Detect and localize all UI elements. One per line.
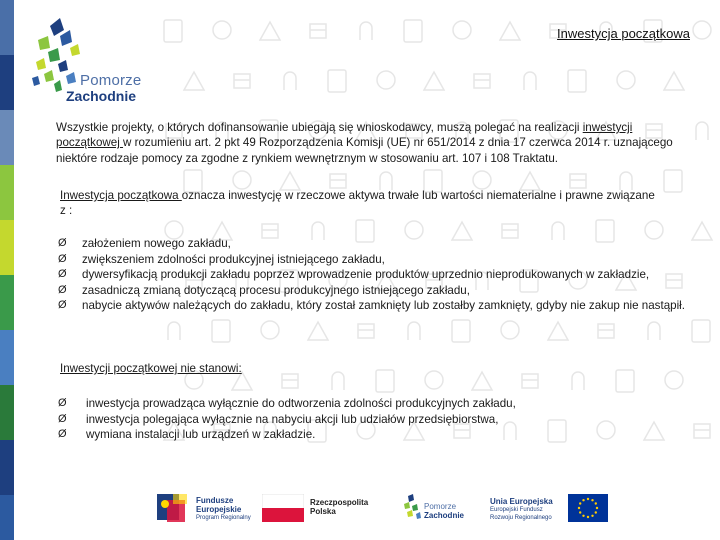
eu-star-icon: [579, 511, 581, 513]
intro-text-after: w rozumieniu art. 2 pkt 49 Rozporządzenia Komisji (UE) nr 651/2014 z dnia 17 czerwca 2014 r. uznającego niektóre rodzaje pomocy za zgodne z rynkiem wewnętrznym w stosowaniu art. 107 i 108 Traktatu.: [56, 136, 673, 165]
logo-text-pomorze: Pomorze: [80, 72, 142, 89]
rp-text: Rzeczpospolita Polska: [310, 498, 369, 516]
page-title: Inwestycja początkowa: [557, 26, 690, 41]
background-pattern-icon: [424, 72, 444, 90]
definition-text: oznacza inwestycję w rzeczowe aktywa trwałe lub wartości niematerialne i prawne związane z :: [60, 189, 655, 218]
background-pattern-icon: [453, 21, 471, 39]
eu-star-icon: [579, 502, 581, 504]
logo-mark-icon: [32, 18, 80, 92]
background-pattern-icon: [572, 372, 584, 390]
exclusions-heading: Inwestycji początkowej nie stanowi:: [60, 362, 242, 375]
footer-logos: [0, 478, 720, 540]
eu-star-icon: [596, 507, 598, 509]
background-pattern-icon: [473, 171, 491, 189]
background-pattern-icon: [648, 322, 660, 340]
list-item: Ø dywersyfikacją produkcji zakładu poprzez wprowadzenie produktów uprzednio nieprodukowanych w zakładzie,: [58, 268, 650, 282]
background-pattern-icon: [570, 174, 586, 188]
background-pattern-icon: [665, 371, 683, 389]
eu-flag-icon: [568, 494, 608, 522]
background-pattern-icon: [692, 320, 710, 342]
definition-paragraph: [60, 188, 660, 219]
background-pattern-icon: [617, 71, 635, 89]
background-pattern-icon: [328, 70, 346, 92]
list-item: Ø zwiększeniem zdolności produkcyjnej istniejącego zakładu,: [58, 252, 385, 266]
background-pattern-icon: [425, 371, 443, 389]
intro-link-inwestycji: inwestycji początkowej: [56, 121, 633, 150]
background-pattern-icon: [184, 72, 204, 90]
eu-star-icon: [595, 502, 597, 504]
ue-text: Unia Europejska Europejski Fundusz Rozwoju Regionalnego: [490, 497, 553, 521]
background-pattern-icon: [692, 222, 712, 240]
background-pattern-icon: [452, 320, 470, 342]
background-pattern-icon: [598, 324, 614, 338]
list-item: Ø wymiana instalacji lub urządzeń w zakładzie.: [58, 428, 316, 442]
eu-star-icon: [587, 516, 589, 518]
background-pattern-icon: [261, 321, 279, 339]
background-pattern-icon: [360, 22, 372, 40]
fundusze-europejskie-logo-icon: [155, 492, 195, 526]
background-pattern-icon: [282, 374, 298, 388]
background-pattern-icon: [548, 322, 568, 340]
background-pattern-icon: [474, 74, 490, 88]
logo-text-zachodnie: Zachodnie: [66, 88, 137, 104]
background-pattern-icon: [234, 74, 250, 88]
arrow-bullet-icon: Ø: [58, 252, 67, 265]
pomorze-zachodnie-small-logo-icon: [402, 494, 424, 522]
list-item: Ø założeniem nowego zakładu,: [58, 237, 231, 250]
list-item: Ø inwestycja polegająca wyłącznie na nabyciu akcji lub udziałów przedsiębiorstwa,: [58, 412, 499, 426]
background-pattern-icon: [408, 322, 420, 340]
eu-star-icon: [578, 507, 580, 509]
background-pattern-icon: [664, 170, 682, 192]
definition-term: Inwestycja początkowa: [60, 189, 182, 202]
list-item: Ø inwestycja prowadząca wyłącznie do odtworzenia zdolności produkcyjnych zakładu,: [58, 397, 516, 410]
list-item: Ø nabycie aktywów należących do zakładu, który został zamknięty lub zostałby zamknięty, gdyby nie zakup nie nastąpił.: [58, 299, 685, 313]
background-pattern-icon: [213, 21, 231, 39]
background-pattern-icon: [330, 174, 346, 188]
background-pattern-icon: [568, 70, 586, 92]
background-pattern-icon: [694, 424, 710, 438]
list-item: Ø zasadniczą zmianą dotyczącą procesu produkcyjnego istniejącego zakładu,: [58, 283, 470, 297]
background-pattern-icon: [233, 171, 251, 189]
arrow-bullet-icon: Ø: [58, 428, 67, 441]
eu-star-icon: [591, 499, 593, 501]
background-pattern-icon: [500, 22, 520, 40]
background-pattern-icon: [260, 22, 280, 40]
arrow-bullet-icon: Ø: [58, 412, 67, 425]
background-pattern-icon: [522, 374, 538, 388]
arrow-bullet-icon: Ø: [58, 299, 67, 312]
background-pattern-icon: [310, 24, 326, 38]
background-pattern-icon: [404, 20, 422, 42]
background-pattern-icon: [664, 72, 684, 90]
pz-small-text: Pomorze Zachodnie: [424, 502, 465, 520]
background-pattern-icon: [693, 21, 711, 39]
background-pattern-icon: [616, 370, 634, 392]
arrow-bullet-icon: Ø: [58, 397, 67, 409]
background-pattern-icon: [501, 321, 519, 339]
background-pattern-icon: [376, 370, 394, 392]
arrow-bullet-icon: Ø: [58, 237, 67, 249]
eu-star-icon: [595, 511, 597, 513]
background-pattern-icon: [332, 372, 344, 390]
eu-star-icon: [587, 498, 589, 500]
eu-star-icon: [582, 515, 584, 517]
left-color-stripe: [0, 0, 14, 540]
excludes-list: [56, 396, 656, 443]
background-pattern-icon: [524, 72, 536, 90]
eu-star-icon: [582, 499, 584, 501]
includes-list: [56, 236, 686, 314]
background-pattern-icon: [377, 71, 395, 89]
background-pattern-icon: [696, 122, 708, 140]
fe-text: Fundusze Europejskie Program Regionalny: [196, 496, 251, 521]
arrow-bullet-icon: Ø: [58, 268, 67, 281]
background-pattern-icon: [284, 72, 296, 90]
background-pattern-icon: [168, 322, 180, 340]
background-pattern-icon: [358, 324, 374, 338]
background-pattern-icon: [472, 372, 492, 390]
polish-flag-icon: [262, 494, 304, 522]
background-pattern-icon: [308, 322, 328, 340]
arrow-bullet-icon: Ø: [58, 283, 67, 296]
background-pattern-icon: [164, 20, 182, 42]
background-pattern-icon: [212, 320, 230, 342]
intro-paragraph: [56, 120, 676, 166]
eu-star-icon: [591, 515, 593, 517]
intro-text-before: Wszystkie projekty, o których dofinansowanie ubiegają się wnioskodawcy, muszą polegać na realizacji: [56, 121, 583, 134]
